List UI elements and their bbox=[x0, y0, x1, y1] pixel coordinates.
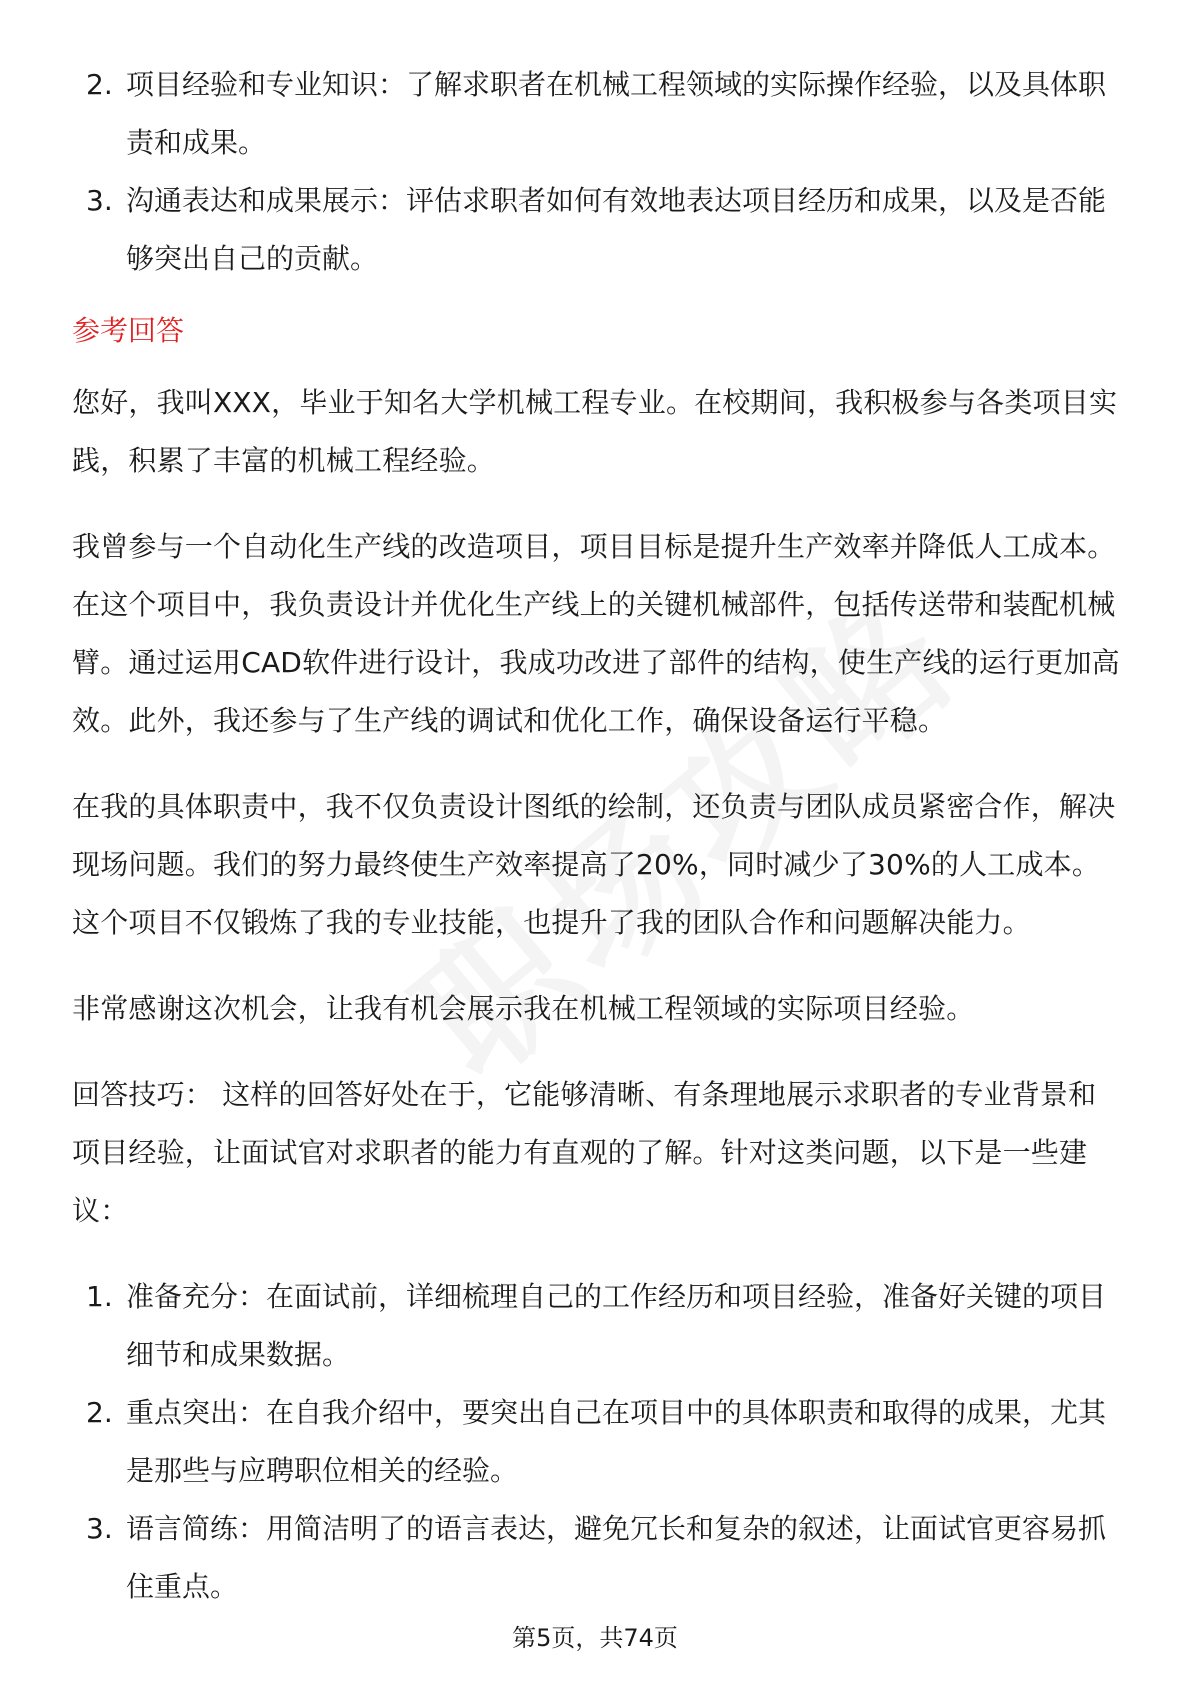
paragraph: 我曾参与一个自动化生产线的改造项目，项目目标是提升生产效率并降低人工成本。在这个项目中，我负责设计并优化生产线上的关键机械部件，包括传送带和装配机械臂。通过运用CAD软件进行设计，我成功改进了部件的结构，使生产线的运行更加高效。此外，我还参与了生产线的调试和优化工作，确保设备运行平稳。 bbox=[72, 530, 1120, 737]
page-content bbox=[72, 56, 1122, 1616]
list-number: 3. bbox=[86, 1512, 113, 1545]
list-item bbox=[72, 172, 1122, 288]
list-item bbox=[72, 1500, 1122, 1616]
list-number: 2. bbox=[86, 68, 113, 101]
list-item bbox=[72, 56, 1122, 172]
list-text: 重点突出：在自我介绍中，要突出自己在项目中的具体职责和取得的成果，尤其是那些与应聘职位相关的经验。 bbox=[126, 1396, 1107, 1487]
paragraph: 回答技巧： 这样的回答好处在于，它能够清晰、有条理地展示求职者的专业背景和项目经验，让面试官对求职者的能力有直观的了解。针对这类问题，以下是一些建议： bbox=[72, 1078, 1097, 1227]
list-item bbox=[72, 1384, 1122, 1500]
list-number: 3. bbox=[86, 184, 113, 217]
list-text: 准备充分：在面试前，详细梳理自己的工作经历和项目经验，准备好关键的项目细节和成果数据。 bbox=[126, 1280, 1107, 1371]
list-number: 1. bbox=[86, 1280, 113, 1313]
tips-numbered-list bbox=[72, 1268, 1122, 1616]
paragraph: 您好，我叫XXX，毕业于知名大学机械工程专业。在校期间，我积极参与各类项目实践，积累了丰富的机械工程经验。 bbox=[72, 386, 1118, 477]
paragraph: 非常感谢这次机会，让我有机会展示我在机械工程领域的实际项目经验。 bbox=[72, 992, 975, 1025]
paragraph: 在我的具体职责中，我不仅负责设计图纸的绘制，还负责与团队成员紧密合作，解决现场问题。我们的努力最终使生产效率提高了20%，同时减少了30%的人工成本。这个项目不仅锻炼了我的专业技能，也提升了我的团队合作和问题解决能力。 bbox=[72, 790, 1116, 939]
list-text: 项目经验和专业知识：了解求职者在机械工程领域的实际操作经验，以及具体职责和成果。 bbox=[126, 68, 1107, 159]
page-number-footer: 第5页，共74页 bbox=[512, 1624, 678, 1652]
top-numbered-list bbox=[72, 56, 1122, 288]
list-number: 2. bbox=[86, 1396, 113, 1429]
list-text: 语言简练：用简洁明了的语言表达，避免冗长和复杂的叙述，让面试官更容易抓住重点。 bbox=[126, 1512, 1107, 1603]
list-item bbox=[72, 1268, 1122, 1384]
list-text: 沟通表达和成果展示：评估求职者如何有效地表达项目经历和成果，以及是否能够突出自己的贡献。 bbox=[126, 184, 1107, 275]
section-heading: 参考回答 bbox=[72, 314, 185, 347]
